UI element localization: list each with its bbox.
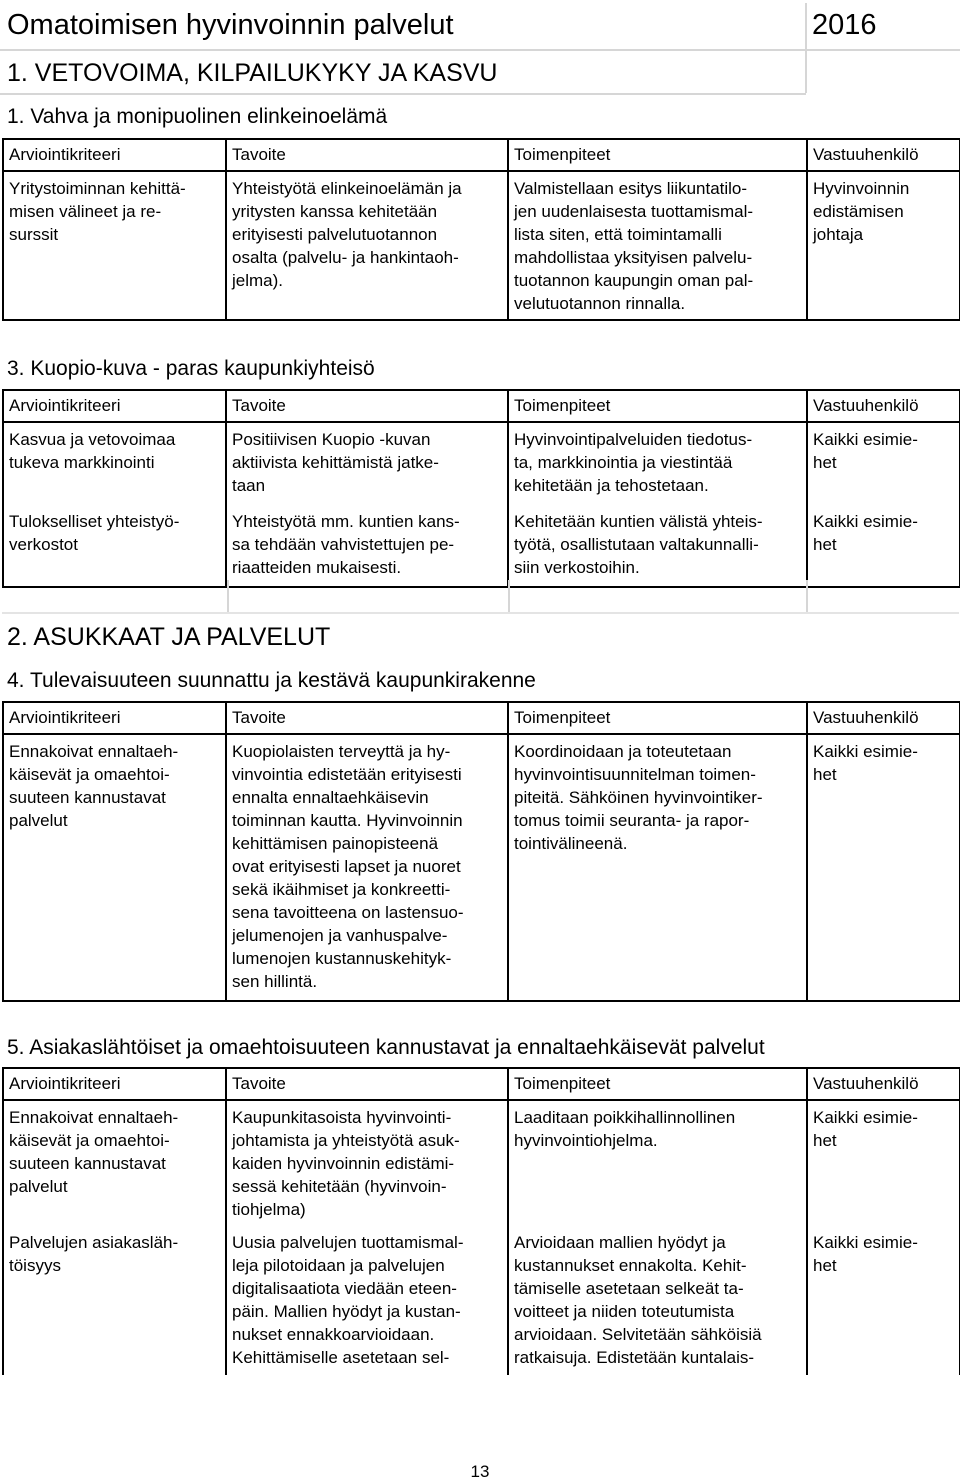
main-heading-1: 1. VETOVOIMA, KILPAILUKYKY JA KASVU — [7, 59, 498, 87]
column-header-owner: Vastuuhenkilö — [807, 390, 960, 422]
column-header-actions: Toimenpiteet — [508, 702, 807, 734]
cell-text: Yhteistyötä mm. kuntien kans- sa tehdään vahvistettujen pe- riaatteiden mukaisesti. — [232, 512, 460, 577]
column-header-goal: Tavoite — [226, 390, 508, 422]
cell-text: Koordinoidaan ja toteutetaan hyvinvointisuunnitelman toimen- piteitä. Sähköinen hyvinvointiker- tomus toimii seuranta- ja rapor- tointivälineenä. — [514, 742, 763, 853]
cell-criterion — [3, 1100, 226, 1226]
cell-goal — [226, 422, 508, 505]
cell-owner — [807, 734, 960, 1001]
cell-goal — [226, 1226, 508, 1375]
column-header-criterion: Arviointikriteeri — [3, 390, 226, 422]
section-3-heading: 3. Kuopio-kuva - paras kaupunkiyhteisö — [7, 357, 375, 380]
cell-text: Uusia palvelujen tuottamismal- leja pilotoidaan ja palvelujen digitalisaatiota viedään eteen- päin. Mallien hyödyt ja kustan- nukset ennakkoarvioidaan. Kehittämiselle asetetaan sel- — [232, 1233, 464, 1367]
cell-text: Kaikki esimie- het — [813, 512, 918, 554]
cell-owner — [807, 1226, 960, 1375]
cell-text: Laaditaan poikkihallinnollinen hyvinvointiohjelma. — [514, 1108, 736, 1150]
cell-text: Ennakoivat ennaltaeh- käisevät ja omaehtoi- suuteen kannustavat palvelut — [9, 1108, 179, 1196]
cell-actions — [508, 171, 807, 320]
section-1-table — [2, 138, 960, 321]
cell-goal — [226, 1100, 508, 1226]
cell-actions — [508, 734, 807, 1001]
header-rule-lower — [0, 93, 806, 95]
cell-text: Palvelujen asiakasläh- töisyys — [9, 1233, 179, 1275]
table-header-row — [3, 1068, 960, 1100]
cell-text: Kaikki esimie- het — [813, 742, 918, 784]
section-4-heading: 4. Tulevaisuuteen suunnattu ja kestävä kaupunkirakenne — [7, 669, 536, 692]
cell-owner — [807, 505, 960, 587]
cell-text: Valmistellaan esitys liikuntatilo- jen uudenlaisesta tuottamismal- lista siten, että toimintamalli mahdollistaa yksityisen palvelu- tuotannon kaupungin oman pal- velutuotannon rinnalla. — [514, 179, 754, 313]
cell-text: Ennakoivat ennaltaeh- käisevät ja omaehtoi- suuteen kannustavat palvelut — [9, 742, 179, 830]
header-rule — [0, 49, 960, 51]
cell-text: Kehitetään kuntien välistä yhteis- työtä, osallistutaan valtakunnalli- siin verkostoihin. — [514, 512, 763, 577]
cell-actions — [508, 1226, 807, 1375]
faint-grid-line — [2, 612, 959, 614]
cell-text: Kasvua ja vetovoimaa tukeva markkinointi — [9, 430, 176, 472]
cell-text: Kuopiolaisten terveyttä ja hy- vinvointia edistetään erityisesti ennalta ennaltaehkäisevin toiminnan kautta. Hyvinvoinnin kehittämisen painopisteenä ovat erityisesti lapset ja nuoret sekä ikäihmiset ja konkreetti- sena tavoitteena on lastensuo- jelumenojen ja vanhuspalve- lumenojen kustannuskehityk- sen hillintä. — [232, 742, 464, 991]
cell-actions — [508, 505, 807, 587]
cell-text: Kaikki esimie- het — [813, 430, 918, 472]
table-header-row — [3, 702, 960, 734]
column-header-actions: Toimenpiteet — [508, 1068, 807, 1100]
table-row — [3, 505, 960, 587]
column-header-owner: Vastuuhenkilö — [807, 1068, 960, 1100]
faint-grid-line — [508, 580, 510, 614]
cell-text: Kaupunkitasoista hyvinvointi- johtamista ja yhteistyötä asuk- kaiden hyvinvoinnin edistämi- sessä kehitetään (hyvinvoin- tiohjelma) — [232, 1108, 460, 1219]
table-row — [3, 1100, 960, 1226]
faint-grid-line — [227, 580, 229, 614]
page-number: 13 — [470, 1462, 490, 1481]
table-header-row — [3, 139, 960, 171]
column-header-criterion: Arviointikriteeri — [3, 702, 226, 734]
cell-owner — [807, 1100, 960, 1226]
section-3-table — [2, 389, 960, 588]
column-header-criterion: Arviointikriteeri — [3, 139, 226, 171]
column-header-criterion: Arviointikriteeri — [3, 1068, 226, 1100]
column-header-goal: Tavoite — [226, 702, 508, 734]
cell-text: Hyvinvointipalveluiden tiedotus- ta, markkinointia ja viestintää kehitetään ja tehostetaan. — [514, 430, 753, 495]
section-4-table — [2, 701, 960, 1002]
main-heading-2: 2. ASUKKAAT JA PALVELUT — [7, 623, 331, 651]
cell-actions — [508, 1100, 807, 1226]
cell-text: Kaikki esimie- het — [813, 1233, 918, 1275]
column-header-owner: Vastuuhenkilö — [807, 139, 960, 171]
table-header-row — [3, 390, 960, 422]
cell-text: Yhteistyötä elinkeinoelämän ja yritysten kanssa kehitetään erityisesti palvelutuotannon osalta (palvelu- ja hankintaoh- jelma). — [232, 179, 462, 290]
cell-actions — [508, 422, 807, 505]
column-header-actions: Toimenpiteet — [508, 390, 807, 422]
cell-text: Hyvinvoinnin edistämisen johtaja — [813, 179, 910, 244]
cell-text: Tulokselliset yhteistyö- verkostot — [9, 512, 180, 554]
table-row — [3, 171, 960, 320]
section-1-heading: 1. Vahva ja monipuolinen elinkeinoelämä — [7, 105, 388, 128]
cell-criterion — [3, 422, 226, 505]
column-header-goal: Tavoite — [226, 1068, 508, 1100]
column-header-actions: Toimenpiteet — [508, 139, 807, 171]
document-title: Omatoimisen hyvinvoinnin palvelut — [7, 9, 454, 41]
cell-text: Kaikki esimie- het — [813, 1108, 918, 1150]
column-header-goal: Tavoite — [226, 139, 508, 171]
cell-criterion — [3, 505, 226, 587]
cell-text: Positiivisen Kuopio -kuvan aktiivista kehittämistä jatke- taan — [232, 430, 439, 495]
table-row — [3, 1226, 960, 1375]
cell-criterion — [3, 171, 226, 320]
cell-goal — [226, 171, 508, 320]
cell-text: Yritystoiminnan kehittä- misen välineet ja re- surssit — [9, 179, 186, 244]
cell-criterion — [3, 1226, 226, 1375]
cell-owner — [807, 422, 960, 505]
document-year: 2016 — [812, 9, 877, 41]
column-header-owner: Vastuuhenkilö — [807, 702, 960, 734]
cell-criterion — [3, 734, 226, 1001]
cell-goal — [226, 505, 508, 587]
cell-goal — [226, 734, 508, 1001]
section-5-table — [2, 1067, 960, 1375]
cell-owner — [807, 171, 960, 320]
cell-text: Arvioidaan mallien hyödyt ja kustannukset ennakolta. Kehit- tämiselle asetetaan selkeät ta- voitteet ja niiden toteutumista arvioidaan. Selvitetään sähköisiä ratkaisuja. Edistetään kuntalais- — [514, 1233, 762, 1367]
table-row — [3, 422, 960, 505]
header-divider — [805, 3, 807, 93]
table-row — [3, 734, 960, 1001]
section-5-heading: 5. Asiakaslähtöiset ja omaehtoisuuteen kannustavat ja ennaltaehkäisevät palvelut — [7, 1036, 765, 1059]
faint-grid-line — [806, 580, 808, 614]
